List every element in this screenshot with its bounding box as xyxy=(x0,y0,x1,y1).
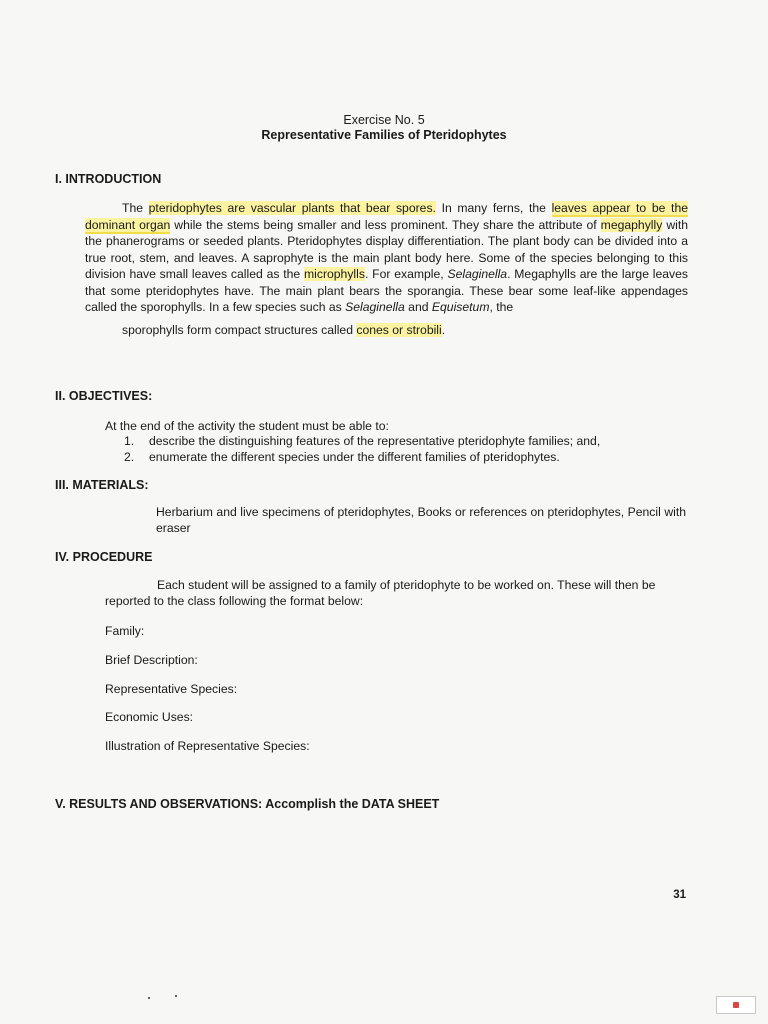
scan-speck xyxy=(148,997,150,999)
page-number: 31 xyxy=(673,889,686,901)
field-brief-description: Brief Description: xyxy=(105,653,198,667)
scanner-badge-icon xyxy=(716,996,756,1014)
objectives-list xyxy=(124,434,600,465)
badge-mark-icon xyxy=(733,1002,739,1008)
field-illustration: Illustration of Representative Species: xyxy=(105,739,310,753)
list-item: 2. enumerate the different species under the different families of pteridophytes. xyxy=(124,449,560,464)
materials-text: Herbarium and live specimens of pteridophytes, Books or references on pteridophytes, Pencil with eraser xyxy=(156,505,686,535)
results-heading: V. RESULTS AND OBSERVATIONS: Accomplish the DATA SHEET xyxy=(55,797,440,811)
scan-speck xyxy=(175,995,177,997)
highlight-vascular: pteridophytes are vascular plants that bear spores. xyxy=(148,201,436,215)
highlight-dominant-organ: leaves appear to be the dominant organ xyxy=(85,201,688,232)
list-item: 1. describe the distinguishing features of the representative pteridophyte families; and, xyxy=(124,434,601,448)
highlight-megaphylly: megaphylly xyxy=(600,217,663,232)
introduction-paragraph: The pteridophytes are vascular plants that bear spores. In many ferns, the leaves appear to be the dominant organ while the stems being smaller and less prominent. They share the attribute of megaphylly with the phanerograms or seeded plants. Pteridophytes display differentiation. The plant body can be divided into a true root, stem, and leaves. A saprophyte is the main plant body here. Some of the species belonging to this division have small leaves called as the microphylls. For example, Selaginella. Megaphylls are the large leaves that some pteridophytes have. The main plant bears the sporangia. These bear some leaf-like appendages called the sporophylls. In a few species such as Selaginella and Equisetum, the sporophylls form compact structures called cones or strobili. xyxy=(85,201,688,337)
highlight-cones: cones or strobili xyxy=(356,322,442,337)
materials-heading: III. MATERIALS: xyxy=(55,478,149,492)
field-economic-uses: Economic Uses: xyxy=(105,710,194,724)
exercise-title: Representative Families of Pteridophytes xyxy=(261,128,507,142)
exercise-number: Exercise No. 5 xyxy=(343,113,425,127)
field-representative-species: Representative Species: xyxy=(105,682,238,696)
highlight-microphylls: microphylls xyxy=(303,267,365,281)
objectives-heading: II. OBJECTIVES: xyxy=(55,389,153,403)
objectives-intro: At the end of the activity the student must be able to: xyxy=(105,419,389,433)
field-family: Family: xyxy=(105,624,145,638)
procedure-heading: IV. PROCEDURE xyxy=(55,550,153,564)
procedure-text: Each student will be assigned to a family of pteridophyte to be worked on. These will then be reported to the class following the format below: xyxy=(105,578,656,608)
introduction-heading: I. INTRODUCTION xyxy=(55,172,162,186)
